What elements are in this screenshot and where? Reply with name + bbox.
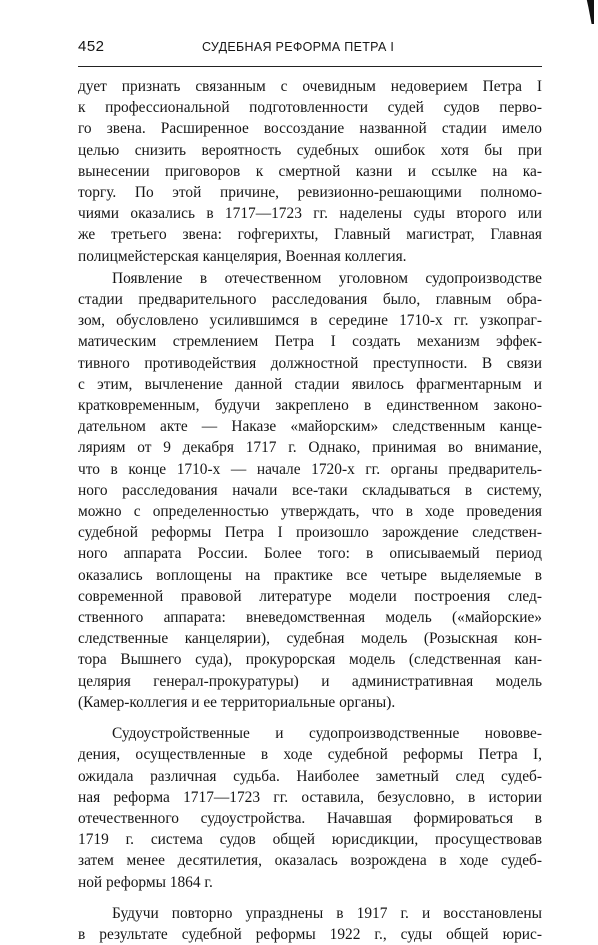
text-line: целярия генерал-прокуратуры) и административная модель [78,672,542,690]
text-line: го звена. Расширенное воссоздание названной стадии имело [78,120,542,138]
text-line: же третьего звена: гофгерихты, Главный магистрат, Главная [78,226,542,244]
text-line: (Камер-коллегия и ее территориальные органы). [78,693,396,711]
text-line: можно с определенностью утверждать, что в ходе проведения [78,503,542,521]
running-title: СУДЕБНАЯ РЕФОРМА ПЕТРА I [202,40,395,54]
text-line: ожидала различная судьба. Наиболее заметный след судеб- [78,767,542,785]
page-number: 452 [78,38,105,55]
text-line: Будучи повторно упразднены в 1917 г. и восстановлены [112,904,542,922]
text-line: ственного аппарата: вневедомственная модель («майорские» [78,609,542,627]
header-rule [78,66,542,67]
text-line: Судоустройственные и судопроизводственные нововве- [112,725,542,743]
text-line: стадии предварительного расследования было, главным обра- [78,291,542,309]
text-line: вынесении приговоров к смертной казни и ссылке на ка- [78,162,542,180]
text-line: ной реформы 1864 г. [78,873,213,891]
text-line: торгу. По этой причине, ревизионно-решающими полномо- [78,184,542,202]
text-line: чиями оказались в 1717—1723 гг. наделены суды второго или [78,205,542,223]
text-line: следственные канцелярии), судебная модель (Розыскная кон- [78,630,542,648]
text-line: 1719 г. система судов общей юрисдикции, просуществовав [78,831,542,849]
text-line: что в конце 1710-х — начале 1720-х гг. органы предваритель- [78,460,542,478]
scan-corner-mark [586,0,594,24]
text-line: затем менее десятилетия, оказалась возрождена в ходе судеб- [78,852,542,870]
paragraph [78,903,542,945]
text-line: целью снизить вероятность судебных ошибок хотя бы при [78,141,542,159]
text-line: тора Вышнего суда), прокурорская модель (следственная кан- [78,651,542,669]
text-line: современной правовой литературе модели построения след- [78,587,542,605]
text-line: к профессиональной подготовленности судей судов перво- [78,99,542,117]
page-header [78,38,542,60]
text-line: с этим, вычленение данной стадии явилось фрагментарным и [78,375,542,393]
paragraph [78,723,542,893]
text-line: оказались воплощены на практике все четыре выделяемые в [78,566,542,584]
text-line: зом, обусловлено усилившимся в середине 1710-х гг. узкопраг- [78,312,542,330]
text-line: матическим стремлением Петра I создать механизм эффек- [78,333,542,351]
paragraph [78,76,542,267]
text-line: тивного противодействия должностной преступности. В связи [78,354,542,372]
body-text [78,76,542,945]
text-line: отечественного судоустройства. Начавшая формироваться в [78,809,542,827]
text-line: судебной реформы Петра I произошло зарождение следствен- [78,524,542,542]
text-line: кратковременным, будучи закреплено в единственном законо- [78,397,542,415]
text-line: Появление в отечественном уголовном судопроизводстве [112,269,542,287]
text-line: полицмейстерская канцелярия, Военная коллегия. [78,247,407,265]
text-line: ная реформа 1717—1723 гг. оставила, безусловно, в истории [78,788,542,806]
paragraph [78,268,542,713]
text-line: ного расследования начали все-таки складываться в систему, [78,481,542,499]
text-line: ного аппарата России. Более того: в описываемый период [78,545,542,563]
text-line: ляриям от 9 декабря 1717 г. Однако, принимая во внимание, [78,439,542,457]
text-line: дения, осуществленные в ходе судебной реформы Петра I, [78,746,542,764]
text-line: дательном акте — Наказе «майорским» следственным канце- [78,418,542,436]
text-line: дует признать связанным с очевидным недоверием Петра I [78,78,542,95]
text-line: в результате судебной реформы 1922 г., суды общей юрис- [78,925,542,943]
